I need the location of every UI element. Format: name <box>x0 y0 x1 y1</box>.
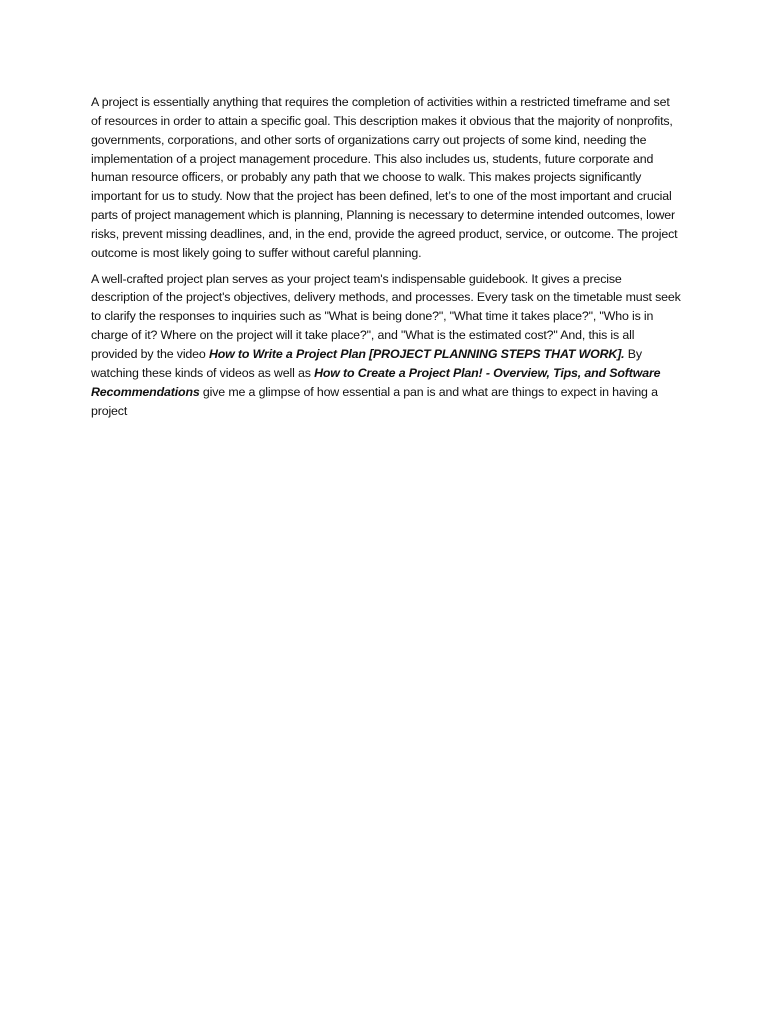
document-page <box>91 93 681 427</box>
video-title-create-project-plan: How to Create a Project Plan! - Overview, Tips, and Software Recommendations <box>91 365 661 399</box>
paragraph-project-plan <box>91 270 681 421</box>
paragraph-text-part-1: A well-crafted project plan serves as your project team's indispensable guidebook. It gives a precise description of the project's objectives, delivery methods, and processes. Every task on the timetable must seek to clarify the responses to inquiries such as "What is being done?", "What time it takes place?", "Who is in charge of it? Where on the project will it take place?", and "What is the estimated cost?" And, this is all provided by the video <box>91 271 681 361</box>
paragraph-text-part-3: give me a glimpse of how essential a pan is and what are things to expect in having a project <box>91 384 658 418</box>
video-title-write-project-plan: How to Write a Project Plan [PROJECT PLANNING STEPS THAT WORK]. <box>208 346 625 361</box>
paragraph-text-part-2: By watching these kinds of videos as well as <box>91 346 642 380</box>
paragraph-project-definition: A project is essentially anything that requires the completion of activities within a restricted timeframe and set of resources in order to attain a specific goal. This description makes it obvious that the majority of nonprofits, governments, corporations, and other sorts of organizations carry out projects of some kind, needing the implementation of a project management procedure. This also includes us, students, future corporate and human resource officers, or probably any path that we choose to walk. This makes projects significantly important for us to study. Now that the project has been defined, let’s to one of the most important and crucial parts of project management which is planning, Planning is necessary to determine intended outcomes, lower risks, prevent missing deadlines, and, in the end, provide the agreed product, service, or outcome. The project outcome is most likely going to suffer without careful planning. <box>91 95 678 260</box>
